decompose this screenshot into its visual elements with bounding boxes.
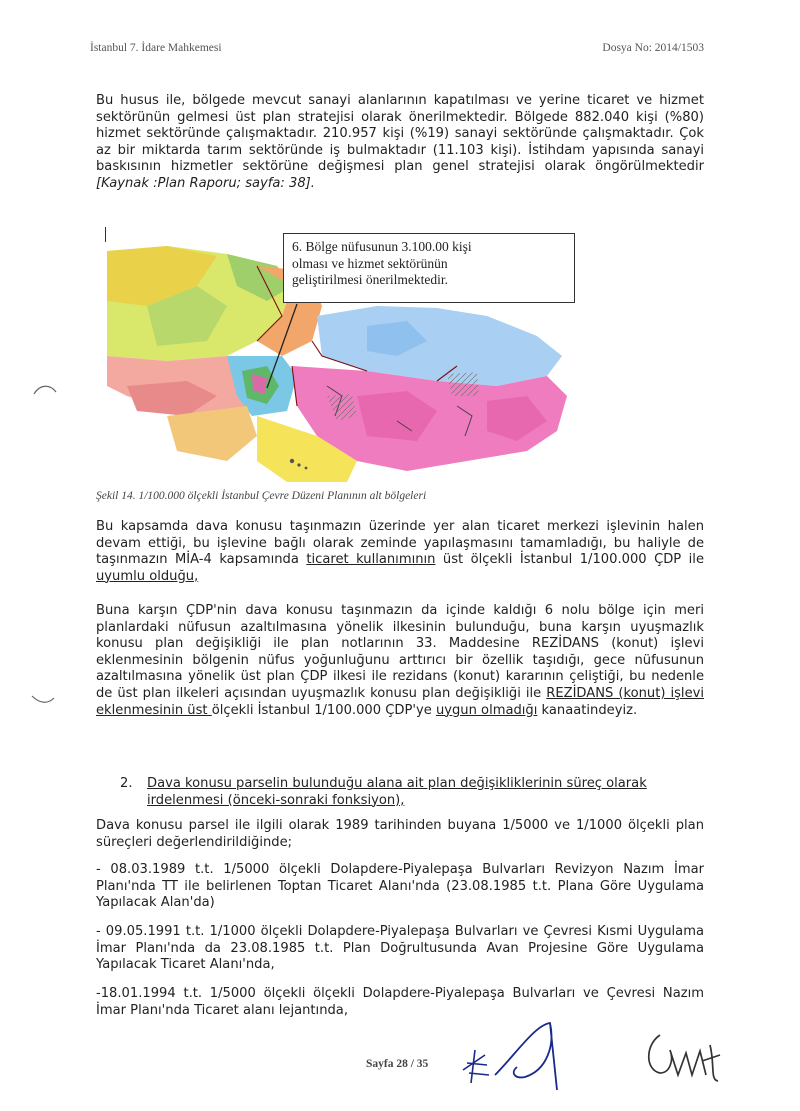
paragraph-plan-processes: Dava konusu parsel ile ilgili olarak 1989 tarihinden buyana 1/5000 ve 1/1000 ölçekli plan süreçleri değerlendirildiğinde; <box>96 818 704 850</box>
plan-history-item: -18.01.1994 t.t. 1/5000 ölçekli ölçekli Dolapdere-Piyalepaşa Bulvarları ve Çevresi Nazım İmar Planı'nda Ticaret alanı lejantında, <box>96 986 704 1018</box>
paragraph-text: kanaatindeyiz. <box>537 702 638 718</box>
source-reference: [Kaynak :Plan Raporu; sayfa: 38]. <box>96 175 315 191</box>
paragraph-text: üst ölçekli İstanbul 1/100.000 ÇDP ile <box>435 552 704 568</box>
underlined-text: uyumlu olduğu, <box>96 568 199 584</box>
callout-line: geliştirilmesi önerilmektedir. <box>292 272 448 287</box>
text-cursor-mark <box>105 227 106 242</box>
callout-line: olması ve hizmet sektörünün <box>292 255 448 271</box>
scan-punch-mark <box>28 690 58 710</box>
page-number: Sayfa 28 / 35 <box>366 1058 429 1070</box>
signature-initials-right <box>640 1025 740 1085</box>
paragraph-text: ölçekli İstanbul 1/100.000 ÇDP'ye <box>211 702 436 718</box>
section-heading-plan-changes: Dava konusu parselin bulunduğu alana ait plan değişikliklerinin süreç olarak irdelenmesi (önceki-sonraki fonksiyon), <box>147 776 647 808</box>
map-callout-box <box>283 233 575 303</box>
paragraph-sector-strategy <box>96 93 704 193</box>
paragraph-residence-conflict <box>96 603 704 719</box>
scan-punch-mark <box>30 380 60 400</box>
underlined-text: ticaret kullanımının <box>306 552 436 568</box>
paragraph-text: Bu kapsamda dava konusu taşınmazın üzerinde yer alan ticaret merkezi işlevinin halen devam ettiği, bu işlevine bağlı olarak zeminde yapılaşmasını tamamladığı, bu haliyle de taşınmazın MİA-4 kapsamında <box>96 519 704 568</box>
figure-caption: Şekil 14. 1/100.000 ölçekli İstanbul Çevre Düzeni Planının alt bölgeleri <box>96 490 427 502</box>
underlined-text: REZİDANS (konut) işlevi eklenmesinin üst <box>96 685 705 718</box>
paragraph-commercial-use <box>96 519 704 585</box>
case-number: Dosya No: 2014/1503 <box>602 42 704 54</box>
underlined-text: uygun olmadığı <box>435 702 538 718</box>
signature-initials-left <box>455 1015 570 1095</box>
paragraph-text: Buna karşın ÇDP'nin dava konusu taşınmazın da içinde kaldığı 6 nolu bölge için meri planlardaki nüfusun azaltılmasına yönelik ilkesinin bulunduğu, buna karşın uyuşmazlık konusu plan değişikliği ile plan notlarının 33. Maddesine REZİDANS (konut) işlevi eklenmesinin bölgenin nüfus yoğunluğunu arttırıcı bir özellik taşıdığı, gece nüfusunun azaltılmasına yönelik üst plan ÇDP ilkesi ile rezidans (konut) kararının çeliştiği, bu nedenle de üst plan ilkeleri açısından uyuşmazlık konusu plan değişikliği ile <box>96 603 704 701</box>
court-name: İstanbul 7. İdare Mahkemesi <box>90 42 222 54</box>
callout-line: 6. Bölge nüfusunun 3.100.00 kişi <box>292 239 472 254</box>
plan-history-item: - 08.03.1989 t.t. 1/5000 ölçekli Dolapdere-Piyalepaşa Bulvarları Revizyon Nazım İmar Planı'nda TT ile belirlenen Toptan Ticaret Alanı'nda (23.08.1985 t.t. Plana Göre Uygulama Yapılacak Alan'da) <box>96 862 704 911</box>
list-number: 2. <box>120 776 133 791</box>
plan-history-item: - 09.05.1991 t.t. 1/1000 ölçekli Dolapdere-Piyalepaşa Bulvarları ve Çevresi Kısmi Uygulama İmar Planı'nda da 23.08.1985 t.t. Plan Doğrultusunda Avan Projesine Göre Uygulama Yapılacak Ticaret Alanı'nda, <box>96 924 704 973</box>
paragraph-text: Bu husus ile, bölgede mevcut sanayi alanlarının kapatılması ve yerine ticaret ve hizmet sektörünün gelmesi üst plan stratejisi olarak önerilmektedir. Bölgede 882.040 kişi (%80) hizmet sektöründe çalışmaktadır. 210.957 kişi (%19) sanayi sektöründe çalışmaktadır. Çok az bir miktarda tarım sektöründe iş bulmaktadır (11.103 kişi). İstihdam yapısında sanayi baskısının hizmetler sektörüne değişmesi plan genel stratejisi olarak öngörülmektedir <box>96 93 704 175</box>
